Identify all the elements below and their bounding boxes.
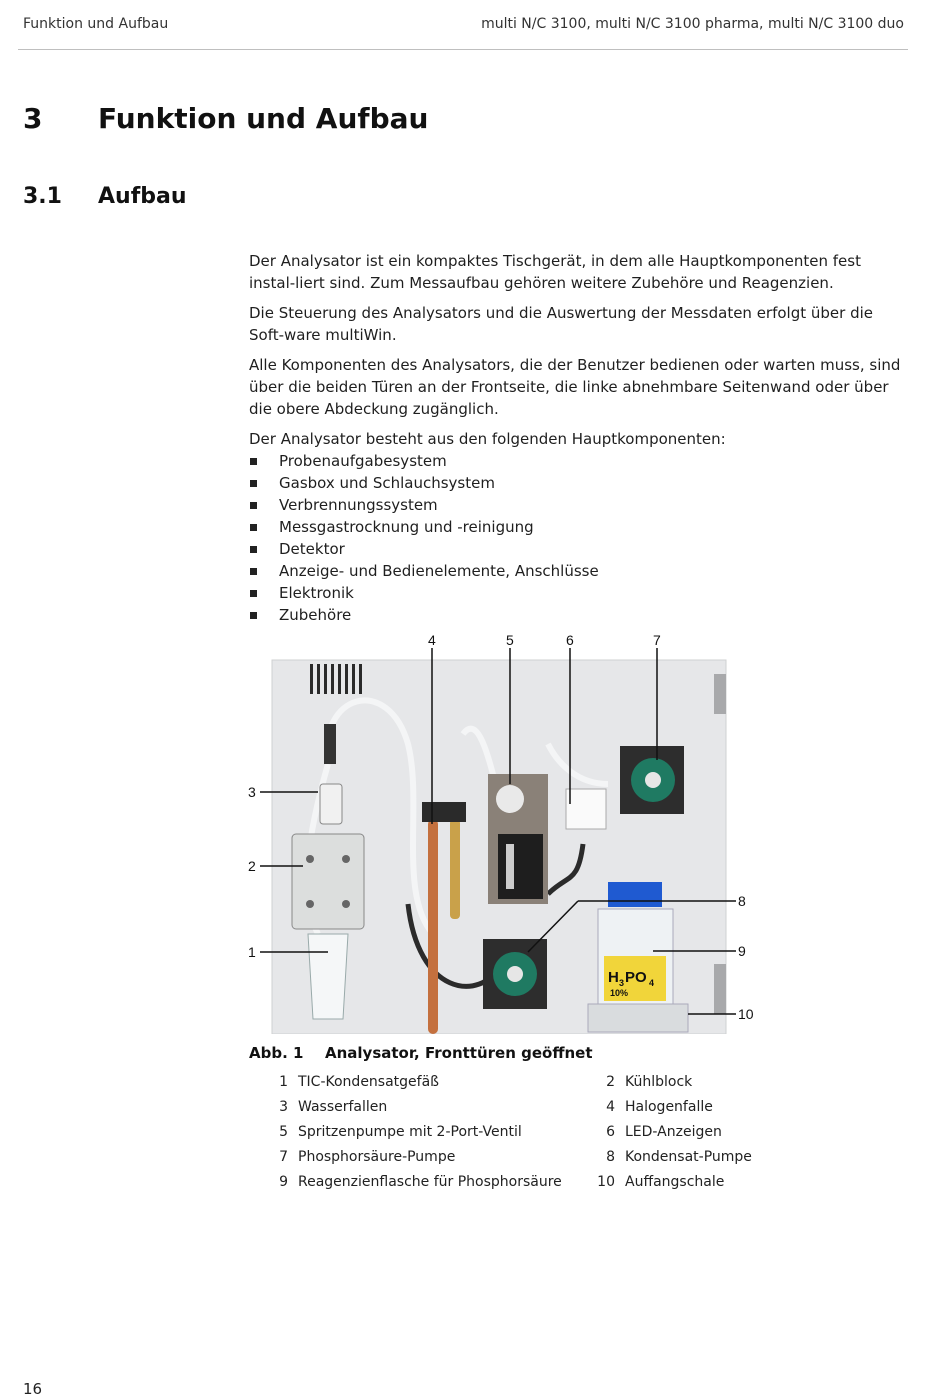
running-header-left: Funktion und Aufbau [23,16,169,32]
callout-7: 7 [653,634,661,648]
hinge [714,674,726,714]
legend-item: 9 Reagenzienflasche für Phosphorsäure [279,1174,562,1190]
tic-condensate-vessel [308,934,348,1019]
legend-item: 5 Spritzenpumpe mit 2-Port-Ventil [279,1124,522,1140]
halogen-trap-holder [422,802,466,822]
bullet-square-icon [250,590,257,597]
figure-caption [249,1044,593,1062]
paragraph: Die Steuerung des Analysators und die Auswertung der Messdaten erfolgt über die Soft-ware multiWin. [249,304,874,344]
svg-text:10%: 10% [610,988,629,998]
page-number: 16 [23,1380,43,1398]
callout-9: 9 [738,943,746,959]
bullet-square-icon [250,480,257,487]
legend-item: 4 Halogenfalle [606,1099,713,1115]
list-item: Zubehöre [249,604,909,626]
svg-text:H: H [608,969,619,986]
legend-item: 3 Wasserfallen [279,1099,388,1115]
water-trap-holder [324,724,336,764]
water-trap [320,784,342,824]
callout-2: 2 [248,858,256,874]
list-item: Gasbox und Schlauchsystem [249,472,909,494]
svg-text:4: 4 [649,978,655,988]
callout-4: 4 [428,634,436,648]
paragraph: Alle Komponenten des Analysators, die der Benutzer bedienen oder warten muss, sind über die beiden Türen an der Frontseite, die linke abnehmbare Seitenwand oder über die obere Abdeckung zugänglich. [249,356,901,418]
callout-1: 1 [248,944,256,960]
chapter-title: Funktion und Aufbau [98,102,429,135]
callout-8: 8 [738,893,746,909]
section-title: Aufbau [98,184,187,209]
bullet-square-icon [250,568,257,575]
body-text [249,250,909,626]
collection-tray [588,1004,688,1032]
legend-item: 10 Auffangschale [597,1174,725,1190]
bullet-square-icon [250,612,257,619]
list-item: Anzeige- und Bedienelemente, Anschlüsse [249,560,909,582]
legend-item: 2 Kühlblock [606,1074,693,1090]
led-panel [566,789,606,829]
bullet-square-icon [250,458,257,465]
svg-text:PO: PO [625,969,647,986]
svg-text:3: 3 [619,978,625,988]
list-item: Messgastrocknung und -reinigung [249,516,909,538]
paragraph: Der Analysator besteht aus den folgenden Hauptkomponenten: [249,430,726,448]
callout-5: 5 [506,634,514,648]
bullet-square-icon [250,546,257,553]
list-item: Probenaufgabesystem [249,450,909,472]
component-list [249,450,909,626]
list-item: Detektor [249,538,909,560]
figure-label: Abb. 1 [249,1044,304,1062]
chapter-number: 3 [23,102,43,135]
paragraph: Der Analysator ist ein kompaktes Tischgerät, in dem alle Hauptkomponenten fest instal-liert sind. Zum Messaufbau gehören weitere Zubehöre und Reagenzien. [249,252,861,292]
section-number: 3.1 [23,184,62,209]
cooling-block [292,834,364,929]
bullet-square-icon [250,524,257,531]
legend-item: 6 LED-Anzeigen [606,1124,722,1140]
bullet-square-icon [250,502,257,509]
legend-item: 8 Kondensat-Pumpe [606,1149,752,1165]
callout-3: 3 [248,784,256,800]
figure-title: Analysator, Fronttüren geöffnet [325,1044,593,1062]
list-item: Verbrennungssystem [249,494,909,516]
header-rule [18,49,908,50]
halogen-trap [428,819,438,1034]
analyzer-photo [248,634,758,1034]
legend-item: 7 Phosphorsäure-Pumpe [279,1149,456,1165]
callout-10: 10 [738,1006,754,1022]
list-item: Elektronik [249,582,909,604]
legend-item: 1 TIC-Kondensatgefäß [279,1074,439,1090]
reagent-bottle [598,882,673,1024]
running-header-right: multi N/C 3100, multi N/C 3100 pharma, multi N/C 3100 duo [481,16,904,32]
hinge [714,964,726,1014]
callout-6: 6 [566,634,574,648]
